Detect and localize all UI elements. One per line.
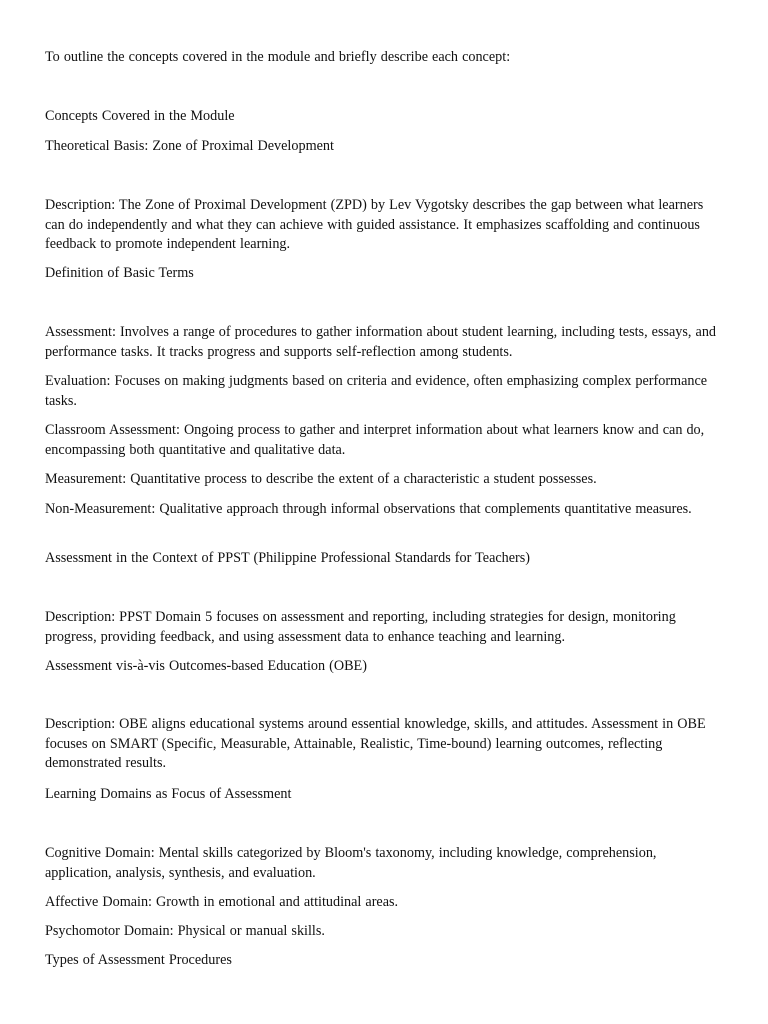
intro-paragraph: To outline the concepts covered in the module and briefly describe each concept: — [45, 49, 511, 65]
affective-domain: Affective Domain: Growth in emotional and attitudinal areas. — [45, 894, 399, 910]
obe-heading: Assessment vis-à-vis Outcomes-based Education (OBE) — [45, 658, 367, 674]
ppst-heading: Assessment in the Context of PPST (Philippine Professional Standards for Teachers) — [45, 550, 531, 566]
assessment-definition: Assessment: Involves a range of procedures to gather information about student learning, including tests, essays, and performance tasks. It tracks progress and supports self-reflection among students. — [45, 324, 717, 360]
cognitive-domain: Cognitive Domain: Mental skills categorized by Bloom's taxonomy, including knowledge, comprehension, application, analysis, synthesis, and evaluation. — [45, 845, 657, 881]
basic-terms-heading: Definition of Basic Terms — [45, 265, 194, 281]
theoretical-basis-heading: Theoretical Basis: Zone of Proximal Development — [45, 138, 334, 154]
non-measurement-definition: Non-Measurement: Qualitative approach through informal observations that complements quantitative measures. — [45, 501, 692, 517]
obe-description: Description: OBE aligns educational systems around essential knowledge, skills, and attitudes. Assessment in OBE focuses on SMART (Specific, Measurable, Attainable, Realistic, Time-bound) learning outcomes, reflecting demonstrated results. — [45, 716, 706, 771]
concepts-heading: Concepts Covered in the Module — [45, 108, 235, 124]
measurement-definition: Measurement: Quantitative process to describe the extent of a characteristic a student possesses. — [45, 471, 597, 487]
domains-heading: Learning Domains as Focus of Assessment — [45, 786, 292, 802]
evaluation-definition: Evaluation: Focuses on making judgments based on criteria and evidence, often emphasizing complex performance tasks. — [45, 373, 708, 409]
types-heading: Types of Assessment Procedures — [45, 952, 232, 968]
zpd-description: Description: The Zone of Proximal Development (ZPD) by Lev Vygotsky describes the gap between what learners can do independently and what they can achieve with guided assistance. It emphasizes scaffolding and continuous feedback to promote independent learning. — [45, 197, 704, 252]
ppst-description: Description: PPST Domain 5 focuses on assessment and reporting, including strategies for design, monitoring progress, providing feedback, and using assessment data to enhance teaching and learning. — [45, 609, 676, 645]
psychomotor-domain: Psychomotor Domain: Physical or manual skills. — [45, 923, 325, 939]
classroom-assessment-definition: Classroom Assessment: Ongoing process to gather and interpret information about what learners know and can do, encompassing both quantitative and qualitative data. — [45, 422, 705, 458]
